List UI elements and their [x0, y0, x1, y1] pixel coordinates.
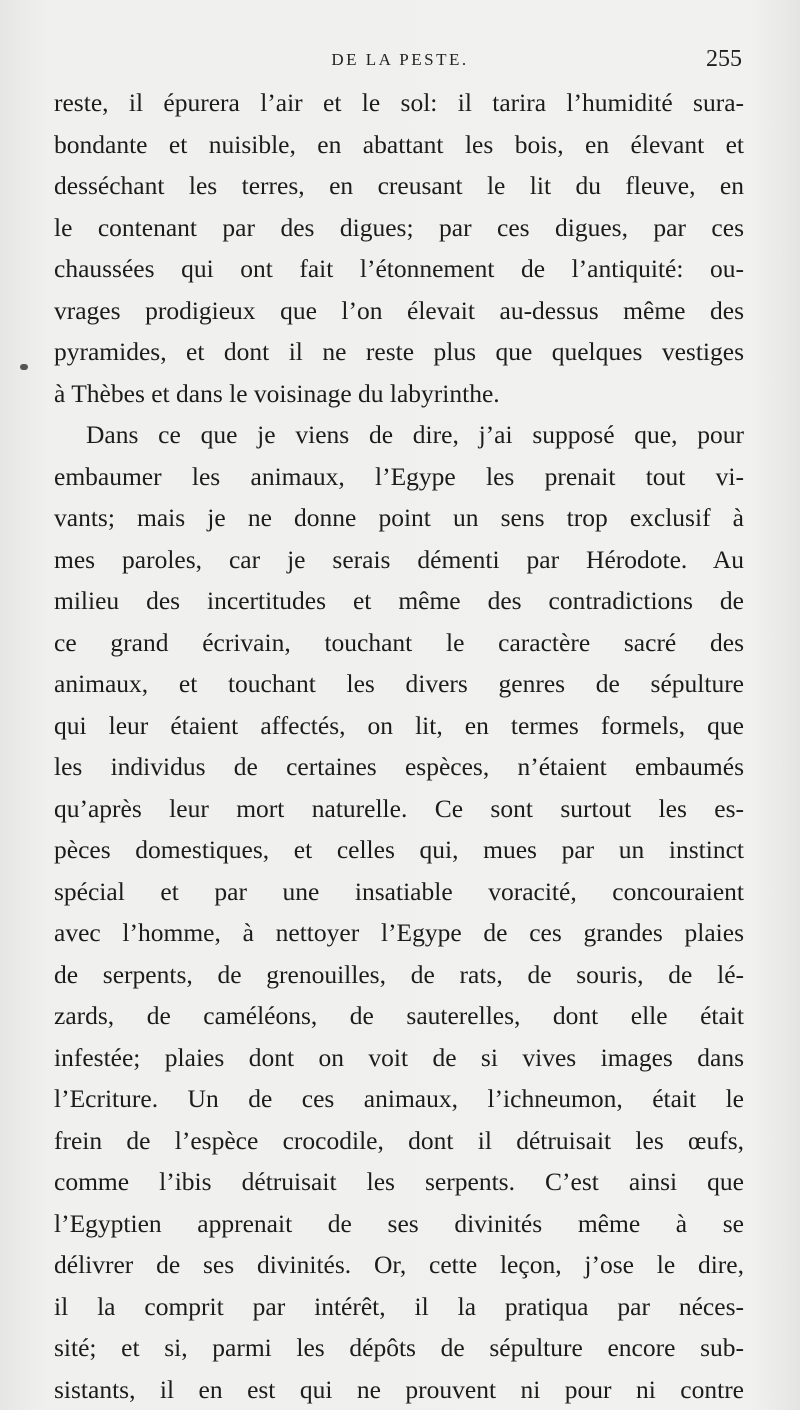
text-line: spécial et par une insatiable voracité, concouraient: [54, 876, 744, 906]
text-line: délivrer de ses divinités. Or, cette leçon, j’ose le dire,: [54, 1250, 744, 1279]
text-line: zards, de caméléons, de sauterelles, dont elle était: [54, 1001, 744, 1030]
margin-mark: [20, 364, 28, 370]
text-line: sité; et si, parmi les dépôts de sépulture encore sub-: [54, 1333, 744, 1362]
text-line: ce grand écrivain, touchant le caractère sacré des: [54, 627, 744, 657]
text-line: milieu des incertitudes et même des contradictions de: [54, 586, 744, 615]
text-line: chaussées qui ont fait l’étonnement de l’antiquité: ou-: [54, 254, 744, 283]
text-line: de serpents, de grenouilles, de rats, de souris, de lé-: [54, 959, 744, 989]
page-number: 255: [706, 46, 742, 72]
running-head: [0, 46, 800, 76]
text-line: embaumer les animaux, l’Egype les prenait tout vi-: [54, 461, 744, 491]
text-line: Dans ce que je viens de dire, j’ai supposé que, pour: [86, 420, 744, 449]
text-line: le contenant par des digues; par ces digues, par ces: [54, 212, 744, 242]
text-line: l’Egyptien apprenait de ses divinités même à se: [54, 1208, 744, 1238]
text-line: comme l’ibis détruisait les serpents. C’est ainsi que: [54, 1167, 744, 1196]
running-title: DE LA PESTE.: [331, 50, 469, 69]
text-line: vrages prodigieux que l’on élevait au-dessus même des: [54, 295, 744, 325]
text-line: infestée; plaies dont on voit de si vives images dans: [54, 1042, 744, 1072]
text-line: il la comprit par intérêt, il la pratiqua par néces-: [54, 1291, 744, 1321]
text-line: avec l’homme, à nettoyer l’Egype de ces grandes plaies: [54, 918, 744, 947]
text-line: mes paroles, car je serais démenti par Hérodote. Au: [54, 544, 744, 574]
text-line: animaux, et touchant les divers genres de sépulture: [54, 669, 744, 698]
text-line: reste, il épurera l’air et le sol: il tarira l’humidité sura-: [54, 88, 744, 117]
text-line: frein de l’espèce crocodile, dont il détruisait les œufs,: [54, 1125, 744, 1155]
text-line: sistants, il en est qui ne prouvent ni pour ni contre: [54, 1374, 744, 1404]
text-line: à Thèbes et dans le voisinage du labyrinthe.: [54, 378, 500, 408]
text-line: pyramides, et dont il ne reste plus que quelques vestiges: [54, 337, 744, 366]
text-line: pèces domestiques, et celles qui, mues par un instinct: [54, 835, 744, 864]
text-line: l’Ecriture. Un de ces animaux, l’ichneumon, était le: [54, 1084, 744, 1113]
text-line: desséchant les terres, en creusant le lit du fleuve, en: [54, 171, 744, 200]
text-line: vants; mais je ne donne point un sens trop exclusif à: [54, 503, 744, 532]
text-line: qui leur étaient affectés, on lit, en termes formels, que: [54, 710, 744, 740]
text-line: les individus de certaines espèces, n’étaient embaumés: [54, 752, 744, 781]
text-line: bondante et nuisible, en abattant les bois, en élevant et: [54, 129, 744, 159]
body-text: [54, 82, 744, 1410]
text-line: qu’après leur mort naturelle. Ce sont surtout les es-: [54, 793, 744, 823]
